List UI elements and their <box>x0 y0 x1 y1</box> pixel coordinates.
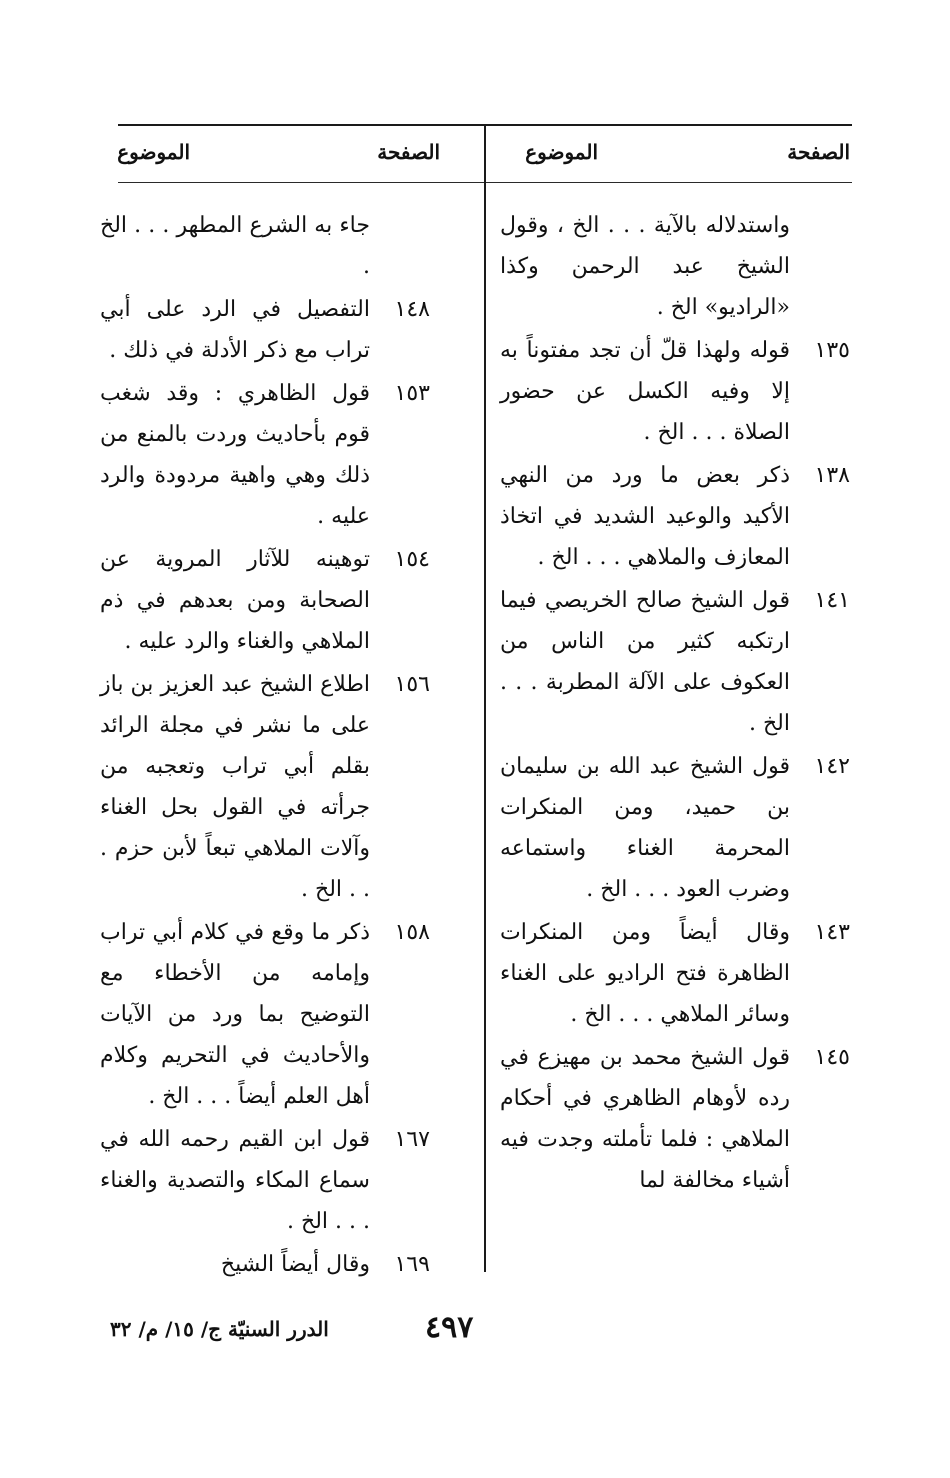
entry-page-number: ١٥٨ <box>394 920 430 945</box>
entry-page-number: ١٤١ <box>814 588 850 613</box>
page-number: ٤٩٧ <box>425 1310 474 1345</box>
index-entry <box>100 1119 430 1242</box>
left-page-header: الصفحة <box>377 140 440 164</box>
entry-page-number: ١٥٤ <box>394 547 430 572</box>
right-page-header: الصفحة <box>787 140 850 164</box>
index-entry <box>500 1037 850 1201</box>
index-entry <box>500 912 850 1035</box>
column-divider <box>484 124 486 1272</box>
entry-page-number: ١٤٥ <box>814 1045 850 1070</box>
index-entry <box>100 289 430 371</box>
entry-topic: واستدلاله بالآية . . . الخ ، وقول الشيخ عبد الرحمن وكذا «الراديو» الخ . <box>500 213 790 320</box>
entry-page-number: ١٤٨ <box>394 297 430 322</box>
index-entry <box>500 455 850 578</box>
index-entry <box>500 580 850 744</box>
entry-page-number: ١٦٧ <box>394 1127 430 1152</box>
index-entry <box>100 912 430 1117</box>
entry-page-number: ١٥٣ <box>394 381 430 406</box>
entry-topic: ذكر ما وقع في كلام أبي تراب وإمامه من الأخطاء مع التوضيح بما ورد من الآيات والأحاديث في التحريم وكلام أهل العلم أيضاً . . . الخ . <box>100 920 370 1109</box>
index-entry <box>500 205 850 328</box>
entry-topic: جاء به الشرع المطهر . . . الخ . <box>100 213 370 279</box>
entry-topic: قول الظاهري : وقد شغب قوم بأحاديث وردت بالمنع من ذلك وهي واهية مردودة والرد عليه . <box>100 381 370 529</box>
entry-topic: قوله ولهذا قلّ أن تجد مفتوناً به إلا وفيه الكسل عن حضور الصلاة . . . الخ . <box>500 338 790 445</box>
entry-topic: قول الشيخ محمد بن مهيزع في رده لأوهام الظاهري في أحكام الملاهي : فلما تأملته وجدت فيه أشياء مخالفة لما <box>500 1045 790 1193</box>
entry-topic: وقال أيضاً الشيخ <box>220 1252 370 1277</box>
entry-page-number: ١٦٩ <box>394 1252 430 1277</box>
entry-page-number: ١٤٣ <box>814 920 850 945</box>
right-column <box>500 205 850 1203</box>
index-entry <box>500 330 850 453</box>
index-entry <box>500 746 850 910</box>
index-entry <box>100 664 430 910</box>
entry-topic: التفصيل في الرد على أبي تراب مع ذكر الأدلة في ذلك . <box>100 297 370 363</box>
entry-topic: قول ابن القيم رحمه الله في سماع المكاء والتصدية والغناء . . . الخ . <box>100 1127 370 1234</box>
entry-topic: قول الشيخ صالح الخريصي فيما ارتكبه كثير من الناس من العكوف على الآلة المطربة . . . الخ . <box>500 588 790 736</box>
entry-page-number: ١٤٢ <box>814 754 850 779</box>
entry-topic: ذكر بعض ما ورد من النهي الأكيد والوعيد الشديد في اتخاذ المعازف والملاهي . . . الخ . <box>500 463 790 570</box>
entry-page-number: ١٥٦ <box>394 672 430 697</box>
entry-page-number: ١٣٥ <box>814 338 850 363</box>
entry-topic: توهينه للآثار المروية عن الصحابة ومن بعدهم في ذم الملاهي والغناء والرد عليه . <box>100 547 370 654</box>
entry-topic: وقال أيضاً ومن المنكرات الظاهرة فتح الراديو على الغناء وسائر الملاهي . . . الخ . <box>500 920 790 1027</box>
index-entry <box>100 539 430 662</box>
index-entry <box>100 205 430 287</box>
right-topic-header: الموضوع <box>525 140 598 164</box>
left-topic-header: الموضوع <box>117 140 190 164</box>
book-reference: الدرر السنيّة ج/ ١٥/ م/ ٣٢ <box>110 1317 329 1341</box>
index-entry <box>100 1244 430 1285</box>
entry-page-number: ١٣٨ <box>814 463 850 488</box>
entry-topic: قول الشيخ عبد الله بن سليمان بن حميد، ومن المنكرات المحرمة الغناء واستماعه وضرب العود . . . الخ . <box>500 754 790 902</box>
left-column <box>100 205 430 1287</box>
index-entry <box>100 373 430 537</box>
entry-topic: اطلاع الشيخ عبد العزيز بن باز على ما نشر في مجلة الرائد بقلم أبي تراب وتعجبه من جرأته في القول بحل الغناء وآلات الملاهي تبعاً لأبن حزم . . . الخ . <box>100 672 370 902</box>
